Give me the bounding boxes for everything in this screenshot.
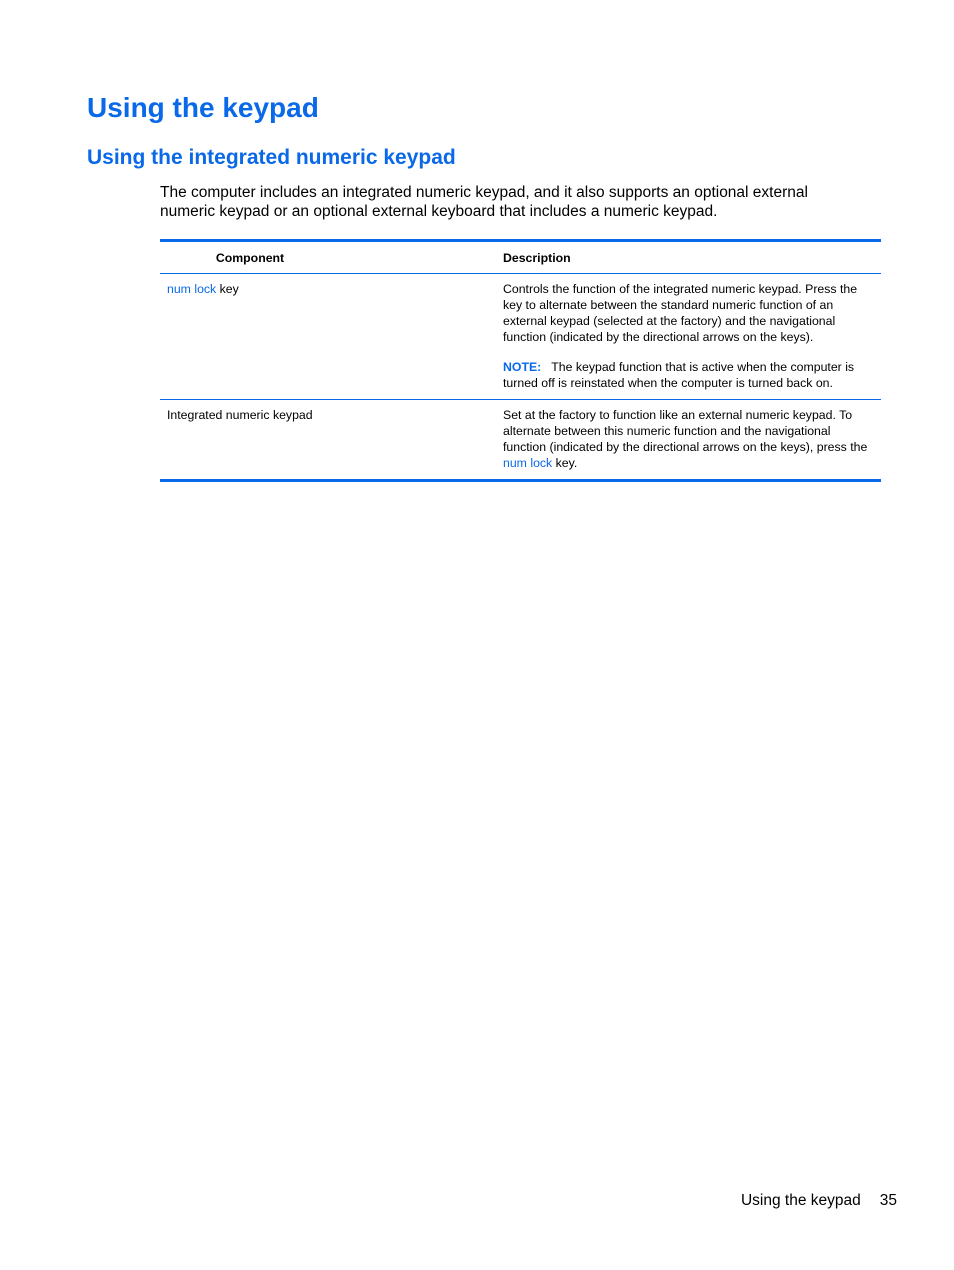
note — [503, 359, 875, 391]
description-text — [503, 407, 875, 471]
page-number: 35 — [879, 1192, 897, 1209]
column-header-description: Description — [503, 251, 571, 265]
table-row — [160, 274, 881, 400]
table-header — [160, 242, 881, 274]
num-lock-link[interactable]: num lock — [167, 282, 217, 296]
section-heading: Using the integrated numeric keypad — [87, 146, 456, 169]
description-text: Controls the function of the integrated numeric keypad. Press the key to alternate between the standard numeric function of an external keypad (selected at the factory) and the navigational function (indicated by the directional arrows on the keys). — [503, 282, 858, 344]
component-suffix: key — [216, 282, 239, 296]
description-suffix: key. — [552, 456, 578, 470]
page-heading: Using the keypad — [87, 92, 319, 123]
component-cell — [167, 281, 487, 297]
column-header-component: Component — [215, 251, 285, 265]
page-footer — [741, 1191, 897, 1211]
description-cell — [503, 400, 875, 479]
component-table — [160, 239, 881, 482]
note-label: NOTE: — [503, 360, 542, 374]
component-cell: Integrated numeric keypad — [167, 408, 313, 422]
footer-section-title: Using the keypad — [740, 1192, 861, 1209]
intro-paragraph: The computer includes an integrated numeric keypad, and it also supports an optional external numeric keypad or an optional external keyboard that includes a numeric keypad. — [160, 184, 808, 220]
description-cell — [503, 274, 875, 399]
description-prefix: Set at the factory to function like an external numeric keypad. To alternate between this numeric function and the navigational function (indicated by the directional arrows on the keys), press the — [503, 408, 868, 454]
num-lock-link[interactable]: num lock — [503, 456, 553, 470]
table-row — [160, 400, 881, 479]
note-text: The keypad function that is active when the computer is turned off is reinstated when the computer is turned back on. — [503, 360, 855, 390]
